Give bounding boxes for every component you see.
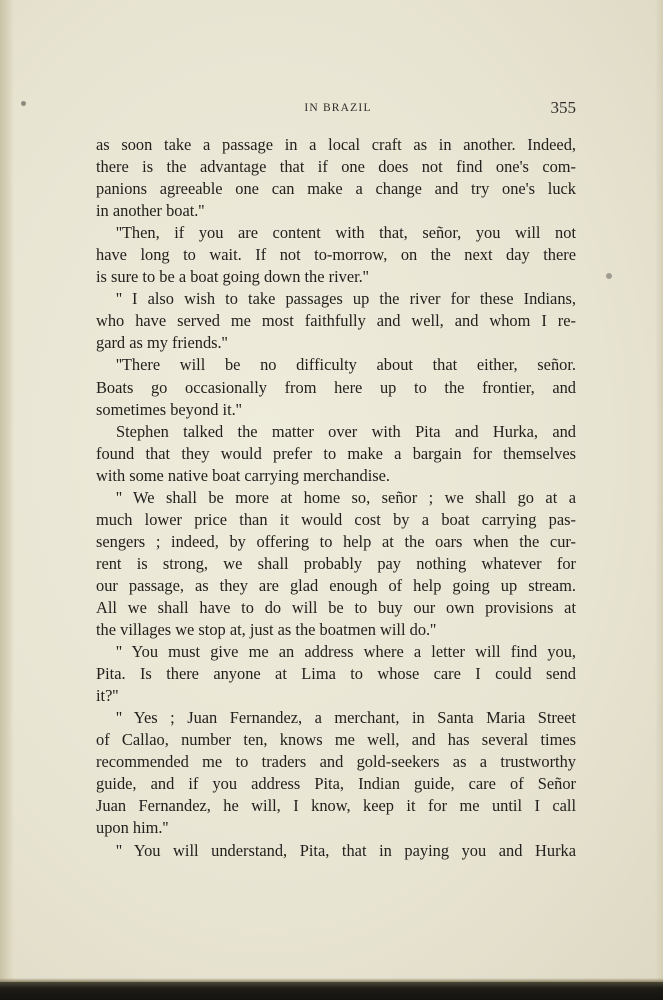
text-line: in another boat.'': [96, 201, 205, 221]
paper-speck: [21, 101, 26, 106]
page-header: [96, 98, 576, 122]
page-gutter-shadow: [0, 0, 14, 1000]
text-line: All we shall have to do will be to buy our own provisions at: [96, 597, 576, 617]
text-line: it?'': [96, 686, 119, 706]
running-head: IN BRAZIL: [304, 102, 372, 114]
text-line: '' You will understand, Pita, that in paying you and Hurka: [116, 840, 576, 860]
text-line: '' Yes ; Juan Fernandez, a merchant, in Santa Maria Street: [116, 708, 576, 728]
text-line: ''There will be no difficulty about that either, señor.: [116, 355, 576, 375]
paper-speck: [606, 273, 612, 279]
body-text: [96, 134, 576, 862]
text-line: have long to wait. If not to-morrow, on the next day there: [96, 245, 576, 265]
page-number: 355: [550, 98, 576, 117]
text-line: Juan Fernandez, he will, I know, keep it for me until I call: [96, 796, 576, 816]
text-line: with some native boat carrying merchandise.: [96, 465, 391, 485]
text-line: '' You must give me an address where a letter will find you,: [116, 642, 576, 662]
text-line: ''Then, if you are content with that, señor, you will not: [116, 223, 576, 243]
text-line: rent is strong, we shall probably pay nothing whatever for: [96, 553, 576, 573]
text-line: Boats go occasionally from here up to the frontier, and: [96, 377, 576, 397]
text-line: our passage, as they are glad enough of help going up stream.: [96, 575, 576, 595]
text-line: '' I also wish to take passages up the river for these Indians,: [116, 289, 576, 309]
text-line: as soon take a passage in a local craft as in another. Indeed,: [96, 135, 576, 154]
text-line: '' We shall be more at home so, señor ; we shall go at a: [116, 487, 576, 507]
text-line: recommended me to traders and gold-seekers as a trustworthy: [96, 752, 576, 772]
text-line: of Callao, number ten, knows me well, and has several times: [96, 730, 576, 750]
text-line: who have served me most faithfully and well, and whom I re-: [96, 311, 576, 331]
text-line: the villages we stop at, just as the boatmen will do.'': [96, 620, 437, 640]
text-line: Stephen talked the matter over with Pita and Hurka, and: [116, 421, 576, 441]
text-line: found that they would prefer to make a bargain for themselves: [96, 443, 576, 463]
text-line: there is the advantage that if one does not find one's com-: [96, 157, 576, 177]
text-line: is sure to be a boat going down the river.'': [96, 267, 369, 287]
text-line: Pita. Is there anyone at Lima to whose care I could send: [96, 664, 576, 684]
text-line: panions agreeable one can make a change and try one's luck: [96, 179, 576, 199]
page-edge-shadow: [655, 0, 663, 1000]
text-line: sometimes beyond it.'': [96, 399, 242, 419]
text-line: sengers ; indeed, by offering to help at the oars when the cur-: [96, 531, 576, 551]
text-line: gard as my friends.'': [96, 333, 228, 353]
scan-bottom-border: [0, 982, 663, 1000]
text-line: upon him.'': [96, 818, 169, 838]
text-line: much lower price than it would cost by a boat carrying pas-: [96, 509, 576, 529]
text-line: guide, and if you address Pita, Indian guide, care of Señor: [96, 774, 576, 794]
